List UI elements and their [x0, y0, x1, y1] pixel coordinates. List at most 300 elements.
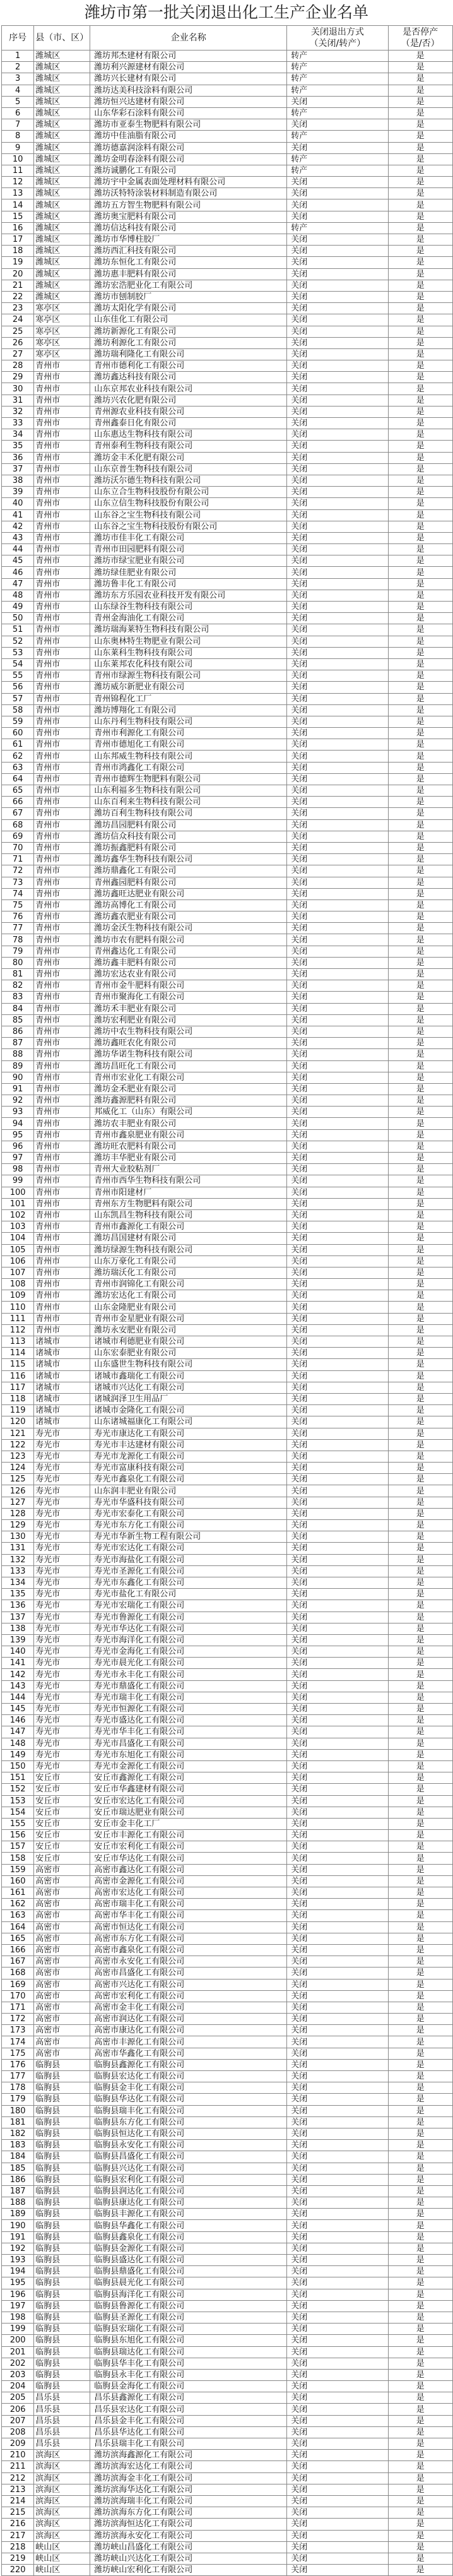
- row-number: 117: [2, 1382, 34, 1393]
- stopped-status: 是: [388, 1784, 452, 1795]
- company-name: 安丘市鑫源化工有限公司: [90, 1772, 287, 1784]
- row-number: 191: [2, 2231, 34, 2243]
- row-number: 118: [2, 1393, 34, 1404]
- table-row: [2, 1554, 453, 1565]
- county: 寒亭区: [34, 337, 90, 348]
- table-row: [2, 1107, 453, 1118]
- stopped-status: 是: [388, 165, 452, 176]
- county: 潍城区: [34, 165, 90, 176]
- closure-method: 关闭: [287, 2530, 388, 2541]
- table-row: [2, 85, 453, 96]
- row-number: 40: [2, 498, 34, 509]
- county: 高密市: [34, 1933, 90, 1944]
- table-row: [2, 2014, 453, 2025]
- closure-method: 关闭: [287, 865, 388, 877]
- company-name: 寿光市东方化工有限公司: [90, 1520, 287, 1531]
- company-name: 寿光市海洋化工有限公司: [90, 1634, 287, 1646]
- row-number: 2: [2, 62, 34, 73]
- row-number: 1: [2, 50, 34, 62]
- county: 潍城区: [34, 211, 90, 222]
- stopped-status: 是: [388, 2105, 452, 2116]
- table-row: [2, 911, 453, 923]
- table-row: [2, 728, 453, 739]
- table-row: [2, 1428, 453, 1439]
- row-number: 132: [2, 1554, 34, 1565]
- table-row: [2, 670, 453, 682]
- county: 临朐县: [34, 2151, 90, 2163]
- closure-method: 关闭: [287, 2369, 388, 2380]
- row-number: 62: [2, 751, 34, 762]
- company-name: 山东盛世生物科技有限公司: [90, 1359, 287, 1370]
- table-row: [2, 1818, 453, 1829]
- row-number: 26: [2, 337, 34, 348]
- closure-method: 关闭: [287, 2358, 388, 2369]
- county: 临朐县: [34, 2140, 90, 2151]
- row-number: 17: [2, 234, 34, 246]
- table-row: [2, 372, 453, 383]
- company-name: 潍坊瑞海莱特生物科技有限公司: [90, 624, 287, 636]
- row-number: 203: [2, 2369, 34, 2380]
- table-row: [2, 1324, 453, 1336]
- stopped-status: 是: [388, 1956, 452, 1968]
- company-name: 安丘市瑞达肥业有限公司: [90, 1807, 287, 1818]
- county: 安丘市: [34, 1795, 90, 1807]
- row-number: 78: [2, 934, 34, 946]
- company-name: 潍坊西汇科技有限公司: [90, 246, 287, 257]
- table-row: [2, 819, 453, 831]
- row-number: 160: [2, 1875, 34, 1887]
- table-row: [2, 1658, 453, 1669]
- company-name: 青州市鑫泉肥业有限公司: [90, 1129, 287, 1141]
- company-name: 潍坊新源化工有限公司: [90, 326, 287, 337]
- closure-method: 关闭: [287, 2519, 388, 2530]
- row-number: 220: [2, 2565, 34, 2576]
- table-row: [2, 199, 453, 211]
- company-name: 潍坊市亚泰生物肥料有限公司: [90, 119, 287, 131]
- table-row: [2, 2277, 453, 2289]
- stopped-status: 是: [388, 555, 452, 567]
- closure-method: 关闭: [287, 1175, 388, 1187]
- table-row: [2, 246, 453, 257]
- table-row: [2, 1153, 453, 1164]
- stopped-status: 是: [388, 785, 452, 797]
- stopped-status: 是: [388, 2002, 452, 2013]
- county: 潍城区: [34, 234, 90, 246]
- table-row: [2, 2472, 453, 2484]
- closure-method: 关闭: [287, 1313, 388, 1324]
- closure-method: 关闭: [287, 142, 388, 153]
- row-number: 116: [2, 1370, 34, 1382]
- row-number: 84: [2, 1003, 34, 1014]
- stopped-status: 是: [388, 246, 452, 257]
- closure-method: 关闭: [287, 1968, 388, 1979]
- row-number: 29: [2, 372, 34, 383]
- row-number: 37: [2, 463, 34, 475]
- company-name: 寿光市恒源化工有限公司: [90, 1704, 287, 1715]
- company-name: 潍坊鑫达科技有限公司: [90, 372, 287, 383]
- row-number: 215: [2, 2507, 34, 2519]
- county: 青州市: [34, 487, 90, 498]
- closure-method: 关闭: [287, 2048, 388, 2059]
- stopped-status: 是: [388, 2140, 452, 2151]
- closure-method: 关闭: [287, 348, 388, 360]
- county: 滨海区: [34, 2461, 90, 2472]
- company-name: 临朐县东方化工有限公司: [90, 2116, 287, 2128]
- closure-method: 关闭: [287, 406, 388, 417]
- table-row: [2, 1749, 453, 1760]
- closure-method: 关闭: [287, 2335, 388, 2346]
- table-row: [2, 1611, 453, 1623]
- table-row: [2, 2335, 453, 2346]
- stopped-status: 是: [388, 739, 452, 751]
- closure-method: 关闭: [287, 2151, 388, 2163]
- company-name: 潍坊太阳化学有限公司: [90, 303, 287, 314]
- county: 临朐县: [34, 2163, 90, 2174]
- stopped-status: 是: [388, 2461, 452, 2472]
- row-number: 108: [2, 1279, 34, 1290]
- closure-method: 关闭: [287, 280, 388, 291]
- county: 青州市: [34, 590, 90, 601]
- county: 青州市: [34, 521, 90, 532]
- company-name: 山东谷之宝生物科技有限公司: [90, 509, 287, 521]
- row-number: 91: [2, 1083, 34, 1095]
- row-number: 61: [2, 739, 34, 751]
- stopped-status: 是: [388, 751, 452, 762]
- company-name: 潍坊鑫农肥业有限公司: [90, 911, 287, 923]
- closure-method: 关闭: [287, 1565, 388, 1577]
- company-name: 青州市西华生物科技有限公司: [90, 1175, 287, 1187]
- company-name: 山东立信生物科技股份有限公司: [90, 498, 287, 509]
- stopped-status: 是: [388, 2519, 452, 2530]
- table-row: [2, 303, 453, 314]
- table-row: [2, 2289, 453, 2300]
- closure-method: 关闭: [287, 2426, 388, 2438]
- company-name: 临朐县永安化工有限公司: [90, 2140, 287, 2151]
- county: 青州市: [34, 1233, 90, 1244]
- closure-method: 关闭: [287, 980, 388, 992]
- row-number: 193: [2, 2255, 34, 2266]
- company-name: 青州泰利生物科技有限公司: [90, 441, 287, 452]
- company-name: 寿光市华新生物工程有限公司: [90, 1531, 287, 1543]
- closure-method: 关闭: [287, 1209, 388, 1221]
- company-name: 高密市瑞丰化工有限公司: [90, 1899, 287, 1910]
- closure-method: 关闭: [287, 2105, 388, 2116]
- table-row: [2, 1853, 453, 1864]
- row-number: 55: [2, 670, 34, 682]
- closure-method: 转产: [287, 62, 388, 73]
- header-stopped-label: 是否停产: [403, 27, 438, 37]
- row-number: 35: [2, 441, 34, 452]
- stopped-status: 是: [388, 2381, 452, 2392]
- row-number: 205: [2, 2392, 34, 2404]
- county: 青州市: [34, 831, 90, 842]
- stopped-status: 是: [388, 1634, 452, 1646]
- closure-method: 关闭: [287, 1428, 388, 1439]
- closure-method: 关闭: [287, 1772, 388, 1784]
- company-name: 昌乐县瑞丰化工有限公司: [90, 2438, 287, 2450]
- table-row: [2, 1979, 453, 1990]
- closure-method: 关闭: [287, 1003, 388, 1014]
- company-name: 潍坊禾丰肥业有限公司: [90, 1003, 287, 1014]
- row-number: 70: [2, 842, 34, 853]
- stopped-status: 是: [388, 831, 452, 842]
- company-name: 昌乐县金丰化工有限公司: [90, 2415, 287, 2426]
- county: 青州市: [34, 567, 90, 578]
- company-name: 青州东方生物肥料有限公司: [90, 1198, 287, 1209]
- company-name: 寿光市海盐化工有限公司: [90, 1554, 287, 1565]
- county: 临朐县: [34, 2369, 90, 2380]
- closure-method: 关闭: [287, 613, 388, 624]
- closure-method: 关闭: [287, 716, 388, 727]
- row-number: 153: [2, 1795, 34, 1807]
- row-number: 98: [2, 1164, 34, 1175]
- county: 寿光市: [34, 1726, 90, 1738]
- county: 青州市: [34, 498, 90, 509]
- row-number: 139: [2, 1634, 34, 1646]
- company-name: 临朐县瑞达化工有限公司: [90, 2346, 287, 2358]
- stopped-status: 是: [388, 1267, 452, 1278]
- row-number: 217: [2, 2530, 34, 2541]
- county: 青州市: [34, 957, 90, 968]
- stopped-status: 是: [388, 877, 452, 888]
- row-number: 77: [2, 923, 34, 934]
- stopped-status: 是: [388, 257, 452, 268]
- row-number: 187: [2, 2185, 34, 2197]
- closure-method: 关闭: [287, 1474, 388, 1485]
- company-name: 潍坊兴农化肥有限公司: [90, 395, 287, 406]
- stopped-status: 是: [388, 2392, 452, 2404]
- stopped-status: 是: [388, 1543, 452, 1554]
- table-row: [2, 578, 453, 590]
- stopped-status: 是: [388, 670, 452, 682]
- row-number: 32: [2, 406, 34, 417]
- county: 滨海区: [34, 2530, 90, 2541]
- row-number: 144: [2, 1692, 34, 1703]
- stopped-status: 是: [388, 2220, 452, 2231]
- closure-method: 关闭: [287, 1141, 388, 1152]
- company-name: 潍坊惠丰肥料有限公司: [90, 268, 287, 280]
- county: 青州市: [34, 1164, 90, 1175]
- row-number: 195: [2, 2277, 34, 2289]
- closure-method: 关闭: [287, 1611, 388, 1623]
- table-row: [2, 567, 453, 578]
- row-number: 20: [2, 268, 34, 280]
- stopped-status: 是: [388, 1083, 452, 1095]
- county: 青州市: [34, 463, 90, 475]
- table-row: [2, 2541, 453, 2553]
- table-row: [2, 1634, 453, 1646]
- county: 滨海区: [34, 2450, 90, 2461]
- stopped-status: 是: [388, 2209, 452, 2220]
- closure-method: 关闭: [287, 1749, 388, 1760]
- county: 青州市: [34, 854, 90, 865]
- company-name: 高密市丰源化工有限公司: [90, 2036, 287, 2048]
- table-row: [2, 153, 453, 165]
- table-row: [2, 1026, 453, 1037]
- row-number: 194: [2, 2266, 34, 2277]
- table-row: [2, 1669, 453, 1680]
- company-name: 潍坊市华博柱胶厂: [90, 234, 287, 246]
- stopped-status: 是: [388, 1646, 452, 1658]
- company-name: 山东京普生物科技有限公司: [90, 463, 287, 475]
- row-number: 197: [2, 2300, 34, 2312]
- closure-method: 关闭: [287, 1508, 388, 1519]
- stopped-status: 是: [388, 234, 452, 246]
- closure-method: 关闭: [287, 1680, 388, 1692]
- county: 临朐县: [34, 2128, 90, 2139]
- closure-method: 关闭: [287, 498, 388, 509]
- table-row: [2, 1014, 453, 1026]
- table-row: [2, 1359, 453, 1370]
- closure-method: 关闭: [287, 1348, 388, 1359]
- row-number: 83: [2, 992, 34, 1003]
- closure-method: 关闭: [287, 555, 388, 567]
- table-row: [2, 1439, 453, 1451]
- stopped-status: 是: [388, 452, 452, 463]
- company-name: 临朐县金丰化工有限公司: [90, 2082, 287, 2094]
- closure-method: 关闭: [287, 177, 388, 188]
- row-number: 93: [2, 1107, 34, 1118]
- county: 青州市: [34, 475, 90, 486]
- stopped-status: 是: [388, 2300, 452, 2312]
- table-row: [2, 2140, 453, 2151]
- stopped-status: 是: [388, 1014, 452, 1026]
- company-name: 临朐县宏利化工有限公司: [90, 2174, 287, 2185]
- county: 潍城区: [34, 199, 90, 211]
- row-number: 173: [2, 2025, 34, 2036]
- row-number: 123: [2, 1451, 34, 1462]
- table-row: [2, 1589, 453, 1600]
- row-number: 13: [2, 188, 34, 199]
- county: 青州市: [34, 808, 90, 819]
- company-name: 临朐县金源化工有限公司: [90, 2243, 287, 2254]
- row-number: 212: [2, 2472, 34, 2484]
- company-name: 寿光市鑫泉化工有限公司: [90, 1474, 287, 1485]
- county: 青州市: [34, 1187, 90, 1198]
- stopped-status: 是: [388, 647, 452, 658]
- stopped-status: 是: [388, 1474, 452, 1485]
- row-number: 169: [2, 1979, 34, 1990]
- table-row: [2, 1921, 453, 1933]
- county: 青州市: [34, 1255, 90, 1267]
- stopped-status: 是: [388, 291, 452, 302]
- closure-method: 关闭: [287, 1153, 388, 1164]
- county: 青州市: [34, 762, 90, 773]
- stopped-status: 是: [388, 602, 452, 613]
- company-name: 寿光市金海化工有限公司: [90, 1646, 287, 1658]
- row-number: 135: [2, 1589, 34, 1600]
- table-row: [2, 2484, 453, 2495]
- company-name: 临朐县鑫源化工有限公司: [90, 2059, 287, 2070]
- closure-method: 关闭: [287, 1760, 388, 1772]
- table-row: [2, 1875, 453, 1887]
- county: 青州市: [34, 716, 90, 727]
- company-name: 高密市鑫达化工有限公司: [90, 1864, 287, 1875]
- row-number: 162: [2, 1899, 34, 1910]
- table-row: [2, 1830, 453, 1841]
- table-row: [2, 1290, 453, 1302]
- county: 寿光市: [34, 1589, 90, 1600]
- company-name: 潍坊博翔化工有限公司: [90, 704, 287, 716]
- table-row: [2, 521, 453, 532]
- closure-method: 关闭: [287, 452, 388, 463]
- company-name: 潍坊绿佳肥业有限公司: [90, 567, 287, 578]
- company-name: 青州大业胶粘剂厂: [90, 1164, 287, 1175]
- row-number: 54: [2, 658, 34, 670]
- table-row: [2, 1933, 453, 1944]
- stopped-status: 是: [388, 934, 452, 946]
- closure-method: 关闭: [287, 1416, 388, 1428]
- closure-method: 关闭: [287, 418, 388, 429]
- table-row: [2, 555, 453, 567]
- stopped-status: 是: [388, 119, 452, 131]
- stopped-status: 是: [388, 888, 452, 899]
- table-row: [2, 2082, 453, 2094]
- table-row: [2, 2507, 453, 2519]
- county: 青州市: [34, 1118, 90, 1129]
- table-row: [2, 2163, 453, 2174]
- header-county: 县（市、区）: [34, 26, 90, 50]
- row-number: 45: [2, 555, 34, 567]
- stopped-status: 是: [388, 441, 452, 452]
- stopped-status: 是: [388, 1715, 452, 1726]
- row-number: 19: [2, 257, 34, 268]
- table-row: [2, 2209, 453, 2220]
- closure-method: 关闭: [287, 762, 388, 773]
- closure-method: 关闭: [287, 1543, 388, 1554]
- table-row: [2, 992, 453, 1003]
- company-name: 临朐县康达化工有限公司: [90, 2197, 287, 2209]
- company-name: 昌乐县华达化工有限公司: [90, 2426, 287, 2438]
- county: 潍城区: [34, 291, 90, 302]
- row-number: 57: [2, 693, 34, 704]
- table-row: [2, 636, 453, 647]
- county: 青州市: [34, 1038, 90, 1049]
- table-row: [2, 2128, 453, 2139]
- document-title: 潍坊市第一批关闭退出化工生产企业名单: [84, 3, 368, 21]
- row-number: 128: [2, 1508, 34, 1519]
- company-name: 临朐县华达化工有限公司: [90, 2094, 287, 2105]
- county: 诸城市: [34, 1348, 90, 1359]
- closure-method: 关闭: [287, 1370, 388, 1382]
- company-name: 寿光市康达化工有限公司: [90, 1428, 287, 1439]
- county: 青州市: [34, 1302, 90, 1313]
- closure-method: 关闭: [287, 1267, 388, 1278]
- stopped-status: 是: [388, 1680, 452, 1692]
- stopped-status: 是: [388, 2565, 452, 2576]
- closure-method: 关闭: [287, 246, 388, 257]
- stopped-status: 是: [388, 1038, 452, 1049]
- row-number: 152: [2, 1784, 34, 1795]
- county: 青州市: [34, 372, 90, 383]
- row-number: 201: [2, 2346, 34, 2358]
- row-number: 52: [2, 636, 34, 647]
- table-row: [2, 602, 453, 613]
- company-name: 潍坊昌国建材有限公司: [90, 1233, 287, 1244]
- closure-method: 关闭: [287, 1083, 388, 1095]
- county: 青州市: [34, 1279, 90, 1290]
- row-number: 64: [2, 773, 34, 785]
- table-row: [2, 2392, 453, 2404]
- closure-method: 关闭: [287, 1336, 388, 1348]
- table-row: [2, 383, 453, 395]
- stopped-status: 是: [388, 463, 452, 475]
- stopped-status: 是: [388, 177, 452, 188]
- closure-method: 关闭: [287, 2450, 388, 2461]
- closure-method: 关闭: [287, 636, 388, 647]
- company-name: 潍坊滨海宏达化工有限公司: [90, 2461, 287, 2472]
- stopped-status: 是: [388, 280, 452, 291]
